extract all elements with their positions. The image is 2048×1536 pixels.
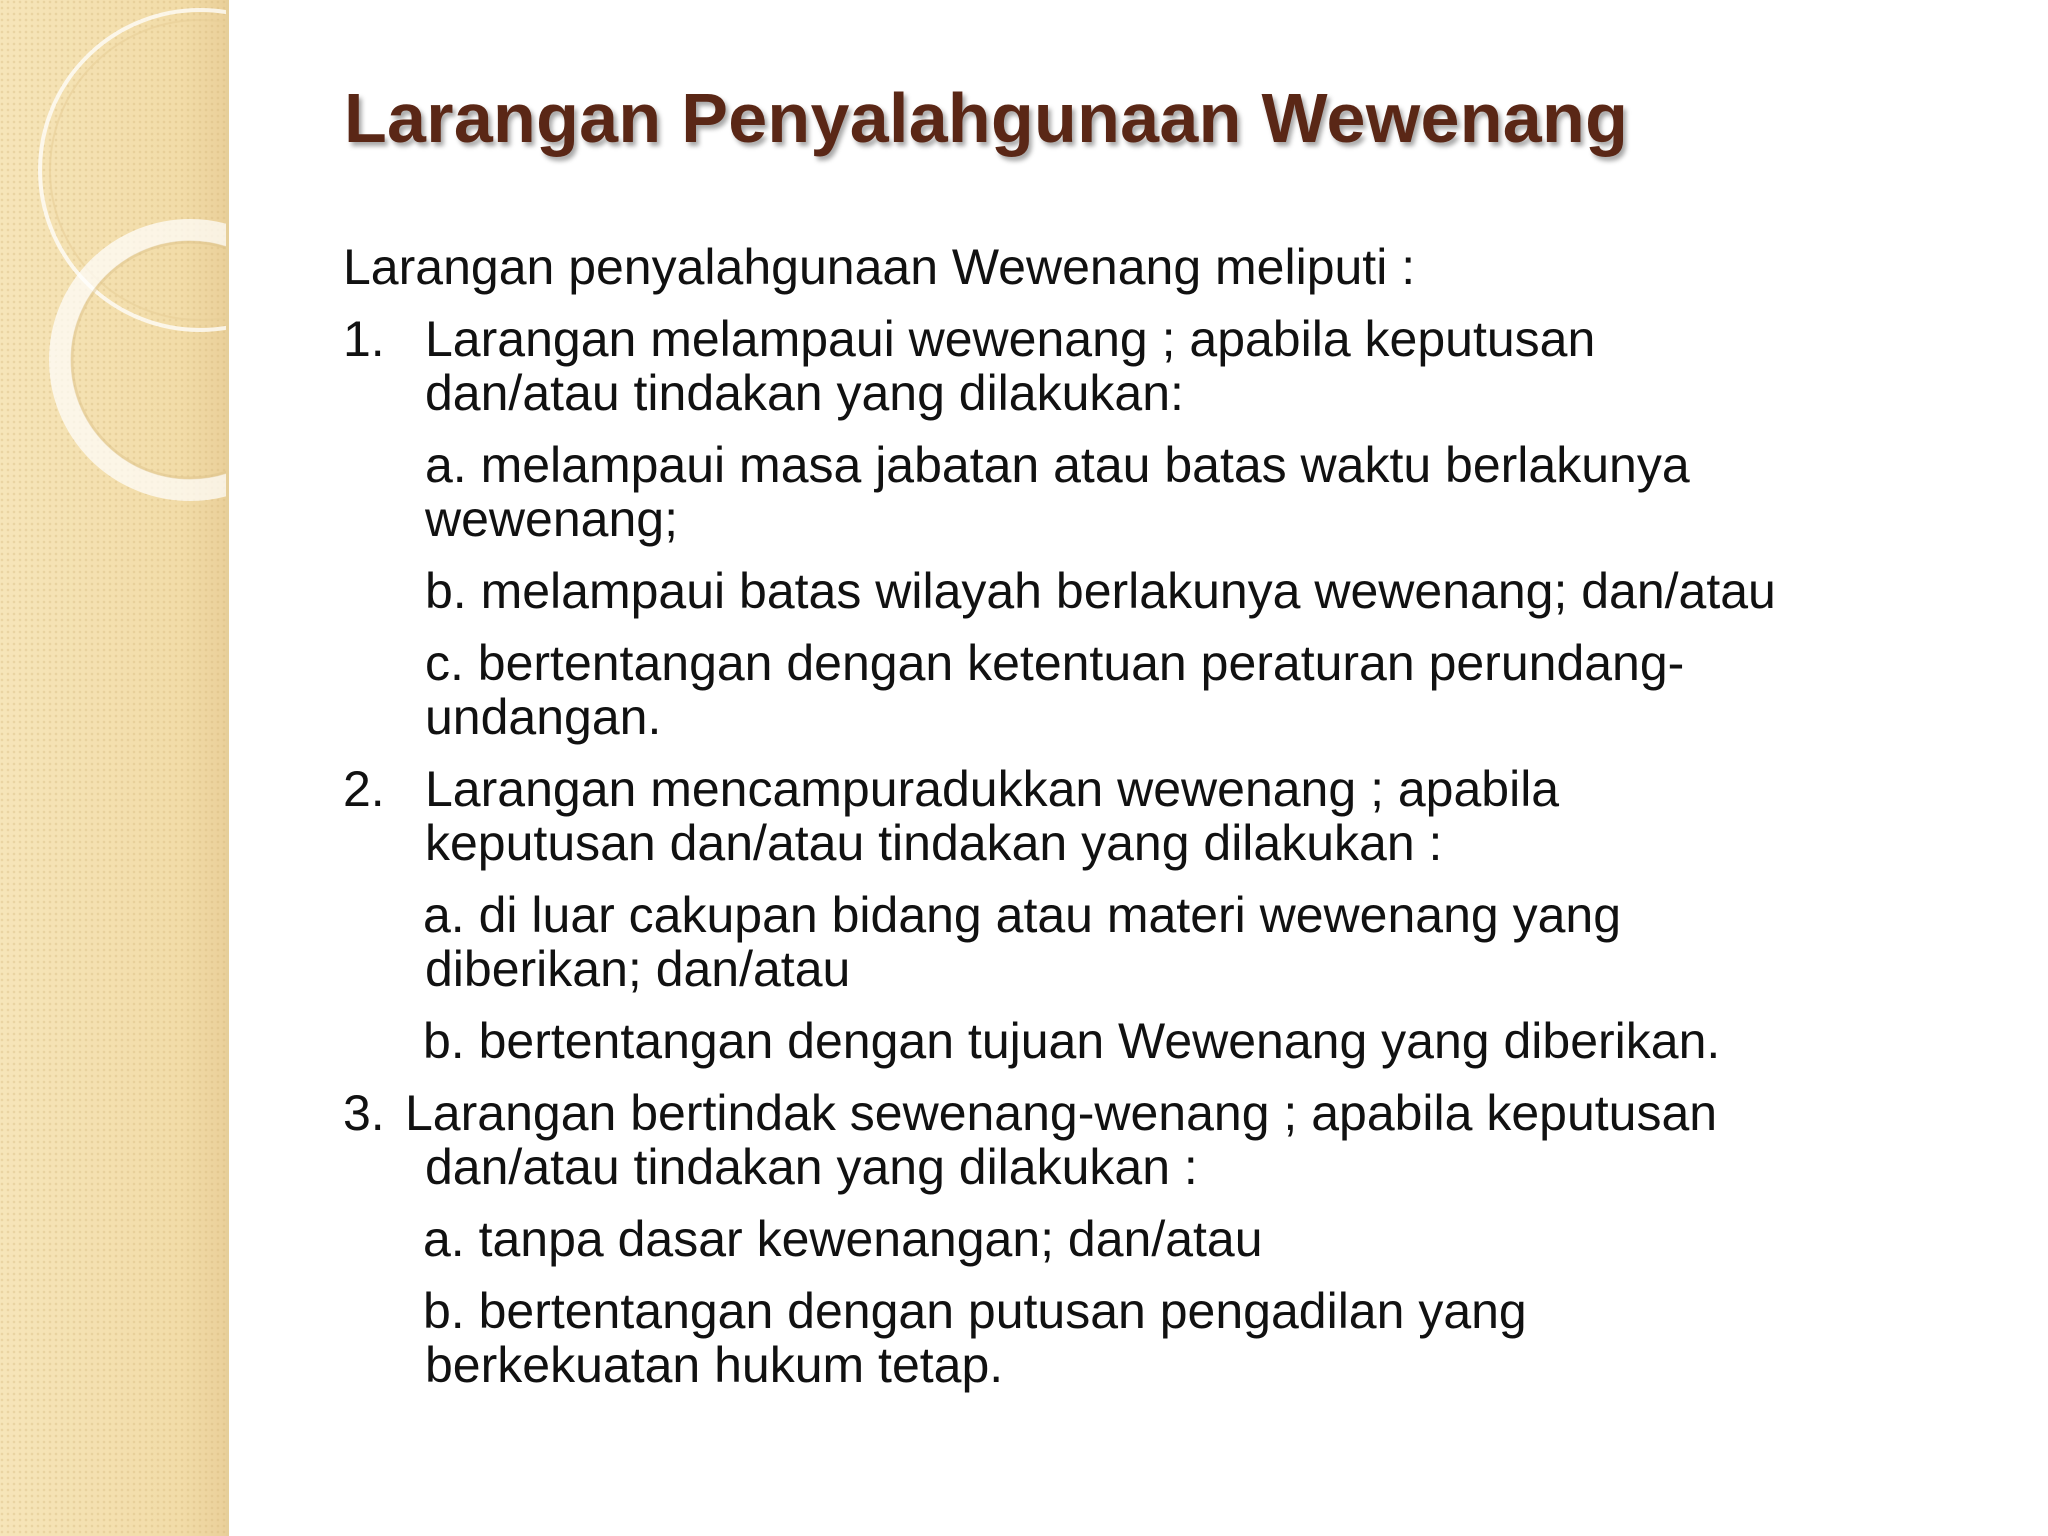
item-line: Larangan mencampuradukkan wewenang ; apabila — [425, 761, 1560, 817]
decorative-sidebar — [0, 0, 229, 1536]
list-item — [343, 762, 2023, 870]
intro-text: Larangan penyalahgunaan Wewenang meliputi : — [343, 239, 1416, 295]
sub-list-item — [343, 1212, 2023, 1266]
item-line: Larangan melampaui wewenang ; apabila keputusan — [425, 311, 1596, 367]
sub-list-item — [343, 888, 2023, 996]
sub-item-line: b. melampaui batas wilayah berlakunya wewenang; dan/atau — [425, 563, 1776, 619]
decorative-circles-icon — [0, 0, 226, 520]
slide-body — [343, 240, 2023, 1410]
sub-item-line: c. bertentangan dengan ketentuan peraturan perundang- — [425, 635, 1685, 691]
item-number: 3. — [343, 1085, 385, 1141]
sub-item-line: berkekuatan hukum tetap. — [425, 1337, 1004, 1393]
sub-list-item — [343, 636, 2023, 744]
list-item — [343, 312, 2023, 420]
item-number: 1. — [343, 311, 385, 367]
sub-item-line: a. tanpa dasar kewenangan; dan/atau — [423, 1211, 1263, 1267]
item-line: Larangan bertindak sewenang-wenang ; apabila keputusan — [405, 1085, 1718, 1141]
item-number: 2. — [343, 761, 385, 817]
slide-title: Larangan Penyalahgunaan Wewenang — [344, 79, 1629, 157]
sub-item-line: b. bertentangan dengan putusan pengadilan yang — [423, 1283, 1527, 1339]
sub-list-item — [343, 564, 2023, 618]
sub-list-item — [343, 1284, 2023, 1392]
item-line: dan/atau tindakan yang dilakukan: — [425, 365, 1184, 421]
sub-list-item — [343, 438, 2023, 546]
sub-item-line: b. bertentangan dengan tujuan Wewenang yang diberikan. — [423, 1013, 1721, 1069]
sub-item-line: wewenang; — [425, 491, 678, 547]
list-item — [343, 1086, 2023, 1194]
sub-item-line: a. melampaui masa jabatan atau batas waktu berlakunya — [425, 437, 1690, 493]
item-line: keputusan dan/atau tindakan yang dilakukan : — [425, 815, 1443, 871]
sub-item-line: diberikan; dan/atau — [425, 941, 851, 997]
sub-item-line: a. di luar cakupan bidang atau materi wewenang yang — [423, 887, 1622, 943]
sub-item-line: undangan. — [425, 689, 662, 745]
item-line: dan/atau tindakan yang dilakukan : — [425, 1139, 1198, 1195]
sub-list-item — [343, 1014, 2023, 1068]
